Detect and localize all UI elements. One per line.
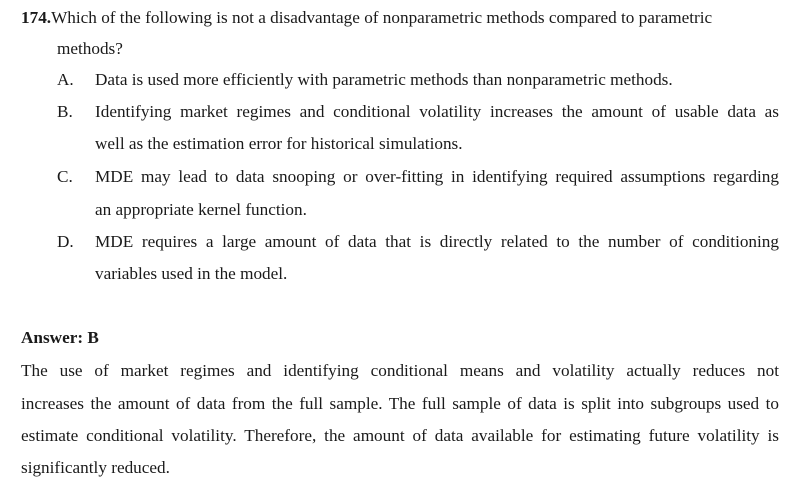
option-d-text-line-1: MDE requires a large amount of data that is directly related to the number of conditioning: [95, 232, 779, 251]
explanation-line-2: increases the amount of data from the full sample. The full sample of data is split into subgroups used to: [21, 394, 779, 413]
option-c-text-line-2: an appropriate kernel function.: [95, 200, 307, 219]
option-c-letter: C.: [57, 167, 73, 186]
option-d-text-line-2: variables used in the model.: [95, 264, 288, 283]
question-number: 174.: [21, 8, 52, 27]
question-stem-line-1: [21, 7, 779, 29]
option-b-text-line-1: Identifying market regimes and conditional volatility increases the amount of usable data as: [95, 102, 779, 121]
explanation-line-1: The use of market regimes and identifying conditional means and volatility actually reduces not: [21, 361, 779, 380]
question-text-line-1: Which of the following is not a disadvantage of nonparametric methods compared to parametric: [51, 8, 713, 27]
option-a-text-line-1: Data is used more efficiently with parametric methods than nonparametric methods.: [95, 70, 673, 89]
answer-label: Answer: B: [21, 328, 99, 347]
explanation-line-4: significantly reduced.: [21, 458, 170, 477]
option-b-letter: B.: [57, 102, 73, 121]
explanation-line-3: estimate conditional volatility. Therefore, the amount of data available for estimating future volatility is: [21, 426, 779, 445]
question-text-line-2: methods?: [57, 39, 123, 58]
option-a-letter: A.: [57, 70, 74, 89]
option-b-text-line-2: well as the estimation error for historical simulations.: [95, 134, 463, 153]
option-d-letter: D.: [57, 232, 74, 251]
option-c-text-line-1: MDE may lead to data snooping or over-fitting in identifying required assumptions regarding: [95, 167, 779, 186]
